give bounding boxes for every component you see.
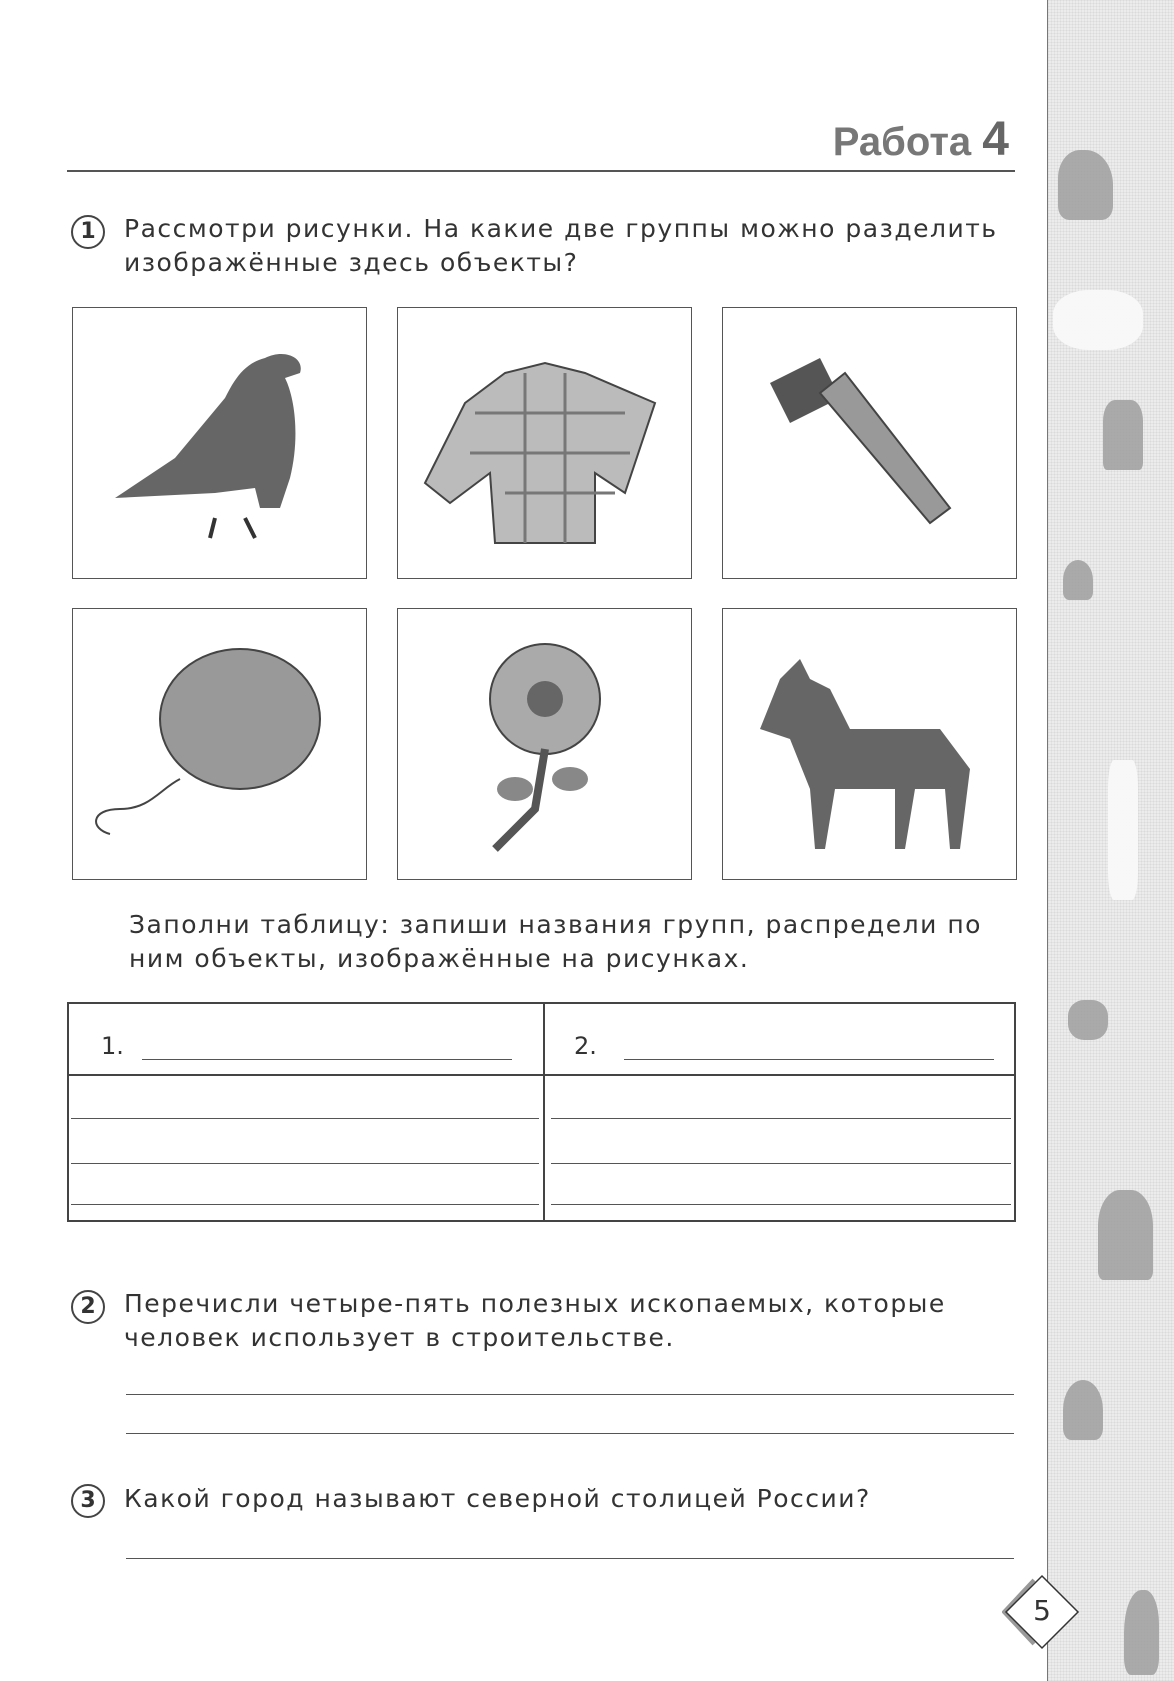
- shirt-icon: [415, 333, 675, 553]
- kangaroo-silhouette-icon: [1098, 1190, 1153, 1280]
- task-number-3: 3: [71, 1484, 105, 1518]
- eagle-icon: [95, 328, 345, 558]
- table-header-divider: [69, 1074, 1014, 1076]
- group2-label: 2.: [574, 1032, 597, 1060]
- bear-silhouette-icon: [1053, 290, 1143, 350]
- balloon-icon: [90, 629, 350, 859]
- dog-icon: [740, 629, 1000, 859]
- picture-dog: [722, 608, 1017, 880]
- task2-question: Перечисли четыре-пять полезных ископаемых, которые человек использует в строительстве.: [124, 1289, 946, 1352]
- group2-answer-line[interactable]: [551, 1204, 1011, 1205]
- task-number-2: 2: [71, 1290, 105, 1324]
- group1-answer-line[interactable]: [71, 1118, 539, 1119]
- group1-answer-line[interactable]: [71, 1163, 539, 1164]
- flower-icon: [445, 629, 645, 859]
- group1-label: 1.: [101, 1032, 124, 1060]
- hammer-icon: [740, 333, 1000, 553]
- group1-answer-line[interactable]: [71, 1204, 539, 1205]
- squirrel-silhouette-icon: [1063, 1380, 1103, 1440]
- task2-answer-line[interactable]: [126, 1433, 1014, 1434]
- page-number-badge: [1002, 1572, 1082, 1652]
- monkey-silhouette-icon: [1058, 150, 1113, 220]
- task1-question: Рассмотри рисунки. На какие две группы можно разделить изображённые здесь объекты?: [124, 214, 998, 277]
- group2-answer-line[interactable]: [551, 1118, 1011, 1119]
- giraffe-silhouette-icon: [1108, 760, 1138, 900]
- task-number-1: 1: [71, 215, 105, 249]
- deer-silhouette-icon: [1103, 400, 1143, 470]
- picture-hammer: [722, 307, 1017, 579]
- group2-answer-line[interactable]: [551, 1163, 1011, 1164]
- answer-table: [67, 1002, 1016, 1222]
- penguin-silhouette-icon: [1124, 1590, 1159, 1675]
- task3-answer-line[interactable]: [126, 1558, 1014, 1559]
- decorative-animal-sidebar: [1047, 0, 1174, 1681]
- title-divider: [67, 170, 1015, 172]
- small-animal-silhouette-icon: [1068, 1000, 1108, 1040]
- group2-name-input[interactable]: [624, 1059, 994, 1060]
- picture-eagle: [72, 307, 367, 579]
- task2-answer-line[interactable]: [126, 1394, 1014, 1395]
- page-title: Работа 4: [832, 113, 1009, 166]
- picture-shirt: [397, 307, 692, 579]
- picture-flower: [397, 608, 692, 880]
- bird-silhouette-icon: [1063, 560, 1093, 600]
- picture-balloon: [72, 608, 367, 880]
- group1-name-input[interactable]: [142, 1059, 512, 1060]
- task3-question: Какой город называют северной столицей России?: [124, 1484, 871, 1513]
- table-divider: [543, 1004, 545, 1220]
- page-number: 5: [1033, 1594, 1051, 1627]
- task1-instruction: Заполни таблицу: запиши названия групп, распредели по ним объекты, изображённые на рисунках.: [129, 910, 982, 973]
